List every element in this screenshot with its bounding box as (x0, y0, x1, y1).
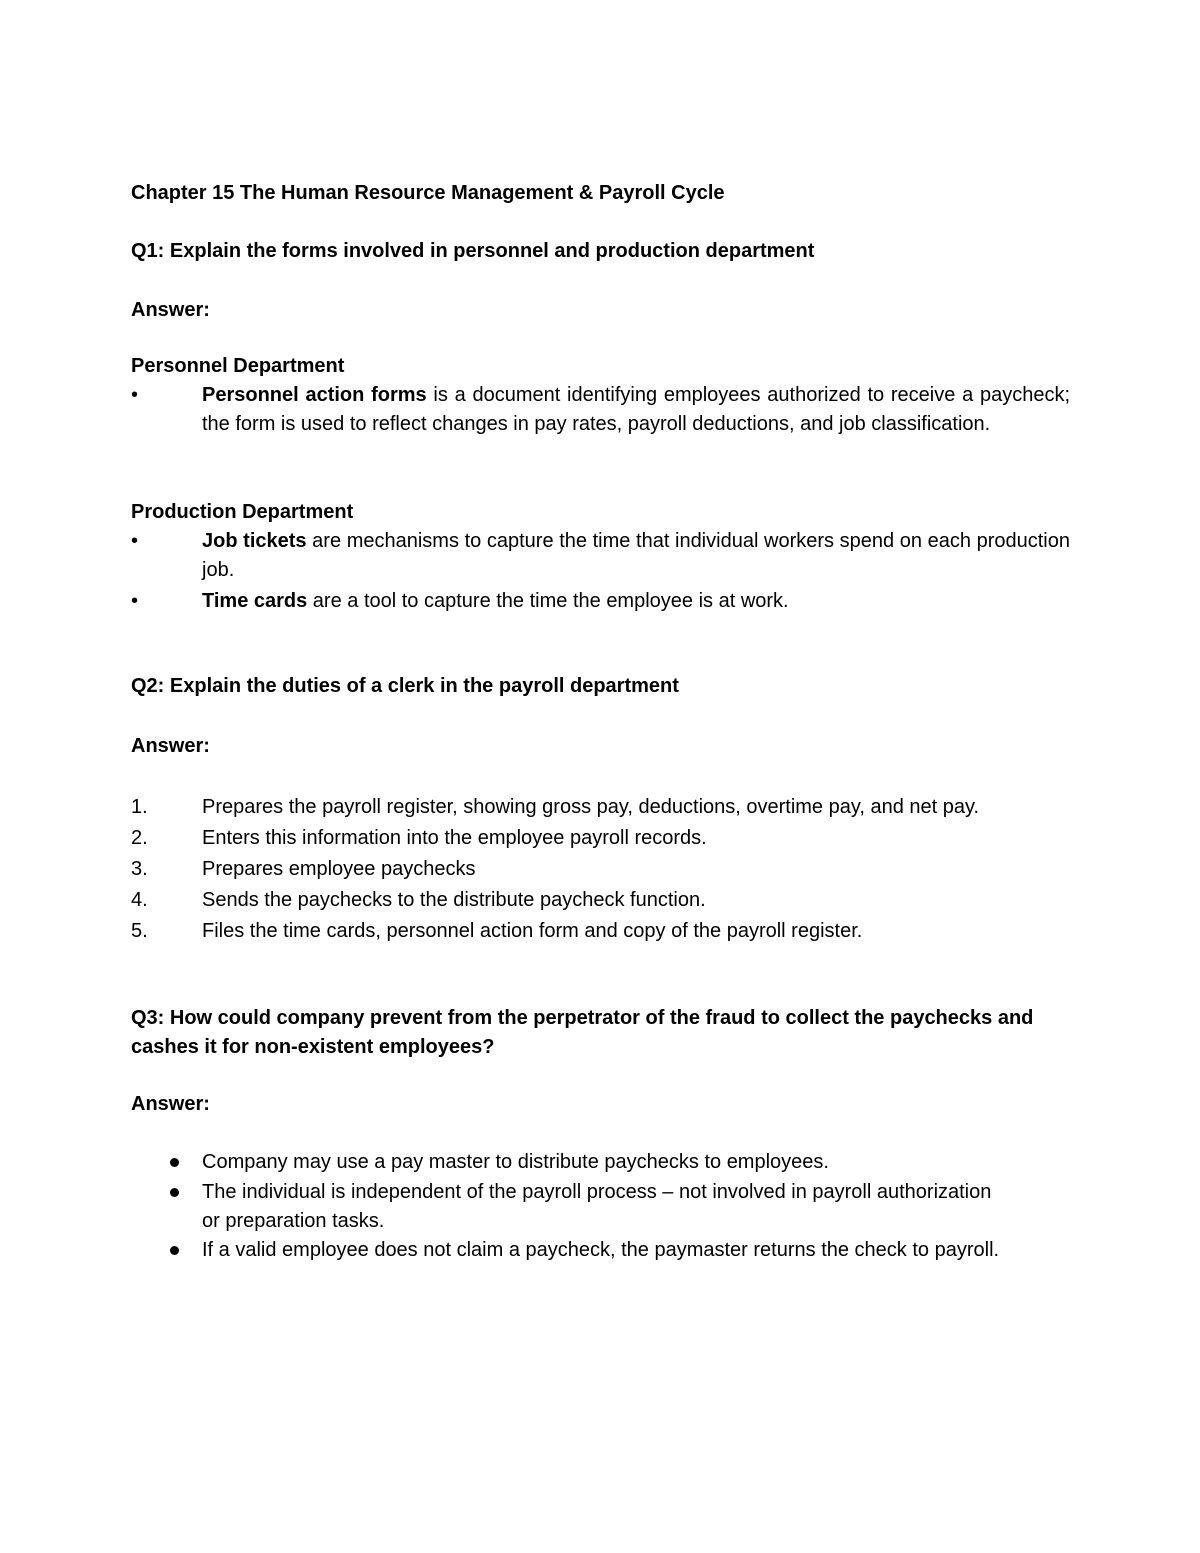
q3-answer-label: Answer: (131, 1093, 210, 1115)
list-item: Files the time cards, personnel action form and copy of the payroll register. (202, 920, 863, 942)
list-number: 2. (131, 827, 148, 849)
list-item: If a valid employee does not claim a paycheck, the paymaster returns the check to payroll. (202, 1239, 1000, 1261)
bullet-marker: • (131, 590, 139, 612)
q2-question: Q2: Explain the duties of a clerk in the payroll department (131, 675, 679, 697)
personnel-department-heading: Personnel Department (131, 355, 345, 377)
bullet-dot (170, 1158, 179, 1167)
list-item: The individual is independent of the payroll process – not involved in payroll authorization (202, 1181, 992, 1203)
personnel-action-forms-item (202, 381, 1070, 439)
list-number: 3. (131, 858, 148, 880)
definition: are mechanisms to capture the time that individual workers spend on each production job. (202, 530, 1070, 581)
time-cards-item (202, 587, 1070, 616)
list-number: 5. (131, 920, 148, 942)
q3-question-line-1: Q3: How could company prevent from the perpetrator of the fraud to collect the paychecks and (131, 1007, 1034, 1029)
bullet-dot (170, 1188, 179, 1197)
bullet-marker: • (131, 530, 139, 552)
term: Time cards (202, 590, 308, 612)
job-tickets-item (202, 527, 1070, 585)
q2-answer-label: Answer: (131, 735, 210, 757)
bullet-dot (170, 1246, 179, 1255)
document-title: Chapter 15 The Human Resource Management & Payroll Cycle (131, 182, 725, 204)
q1-question: Q1: Explain the forms involved in personnel and production department (131, 240, 815, 262)
list-item: Sends the paychecks to the distribute paycheck function. (202, 889, 706, 911)
definition: are a tool to capture the time the employee is at work. (307, 590, 789, 612)
term: Job tickets (202, 530, 307, 552)
list-item: Prepares employee paychecks (202, 858, 476, 880)
term: Personnel action forms (202, 384, 427, 406)
list-item-continuation: or preparation tasks. (202, 1210, 385, 1232)
list-item: Company may use a pay master to distribute paychecks to employees. (202, 1151, 829, 1173)
list-item: Prepares the payroll register, showing gross pay, deductions, overtime pay, and net pay. (202, 796, 980, 818)
bullet-marker: • (131, 384, 139, 406)
q1-answer-label: Answer: (131, 299, 210, 321)
definition: is a document identifying employees authorized to receive a paycheck; the form is used to reflect changes in pay rates, payroll deductions, and job classification. (202, 384, 1070, 435)
list-number: 4. (131, 889, 148, 911)
q3-question-line-2: cashes it for non-existent employees? (131, 1036, 495, 1058)
list-item: Enters this information into the employee payroll records. (202, 827, 707, 849)
production-department-heading: Production Department (131, 501, 354, 523)
list-number: 1. (131, 796, 148, 818)
